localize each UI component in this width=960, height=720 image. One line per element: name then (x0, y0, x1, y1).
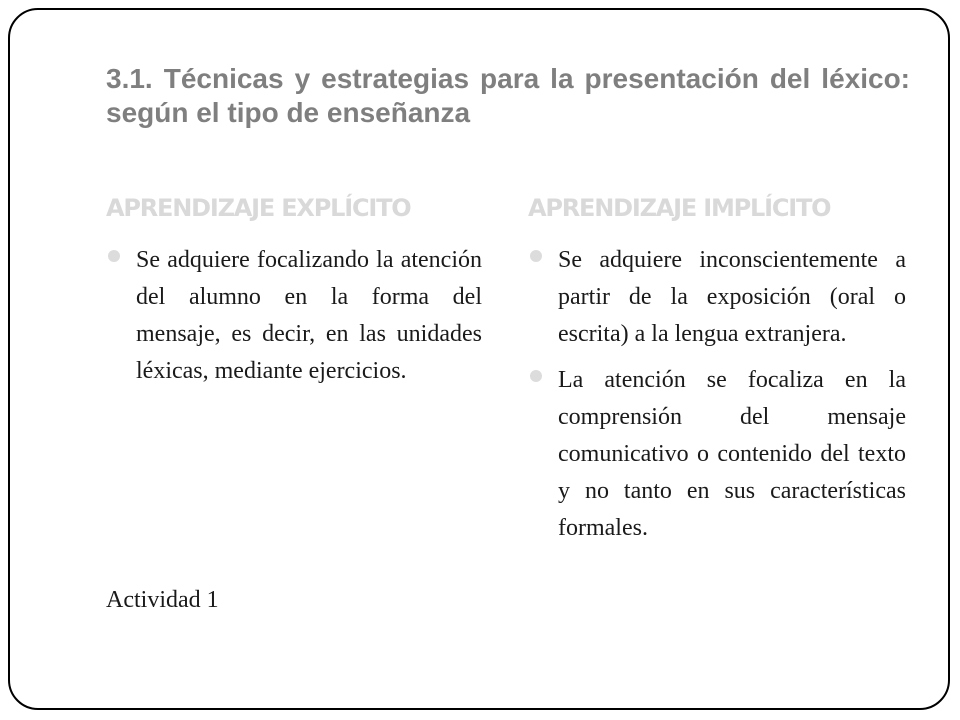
activity-label: Actividad 1 (106, 587, 219, 613)
bullet-text: La atención se focaliza en la comprensión del mensaje comunicativo o contenido del texto y no tanto en sus características formales. (558, 367, 906, 541)
list-item (528, 362, 906, 547)
implicit-bullet-list (528, 242, 906, 556)
slide-title: 3.1. Técnicas y estrategias para la presentación del léxico: según el tipo de enseñanza (106, 63, 910, 128)
list-item (528, 242, 906, 353)
bullet-text: Se adquiere focalizando la atención del alumno en la forma del mensaje, es decir, en las unidades léxicas, mediante ejercicios. (136, 247, 482, 384)
column-heading-explicit: APRENDIZAJE EXPLÍCITO (106, 194, 411, 222)
bullet-icon (530, 370, 542, 382)
bullet-text: Se adquiere inconscientemente a partir de la exposición (oral o escrita) a la lengua extranjera. (558, 247, 906, 347)
list-item (106, 242, 482, 390)
bullet-icon (530, 250, 542, 262)
column-heading-implicit: APRENDIZAJE IMPLÍCITO (528, 194, 831, 222)
explicit-bullet-list (106, 242, 482, 399)
bullet-icon (108, 250, 120, 262)
